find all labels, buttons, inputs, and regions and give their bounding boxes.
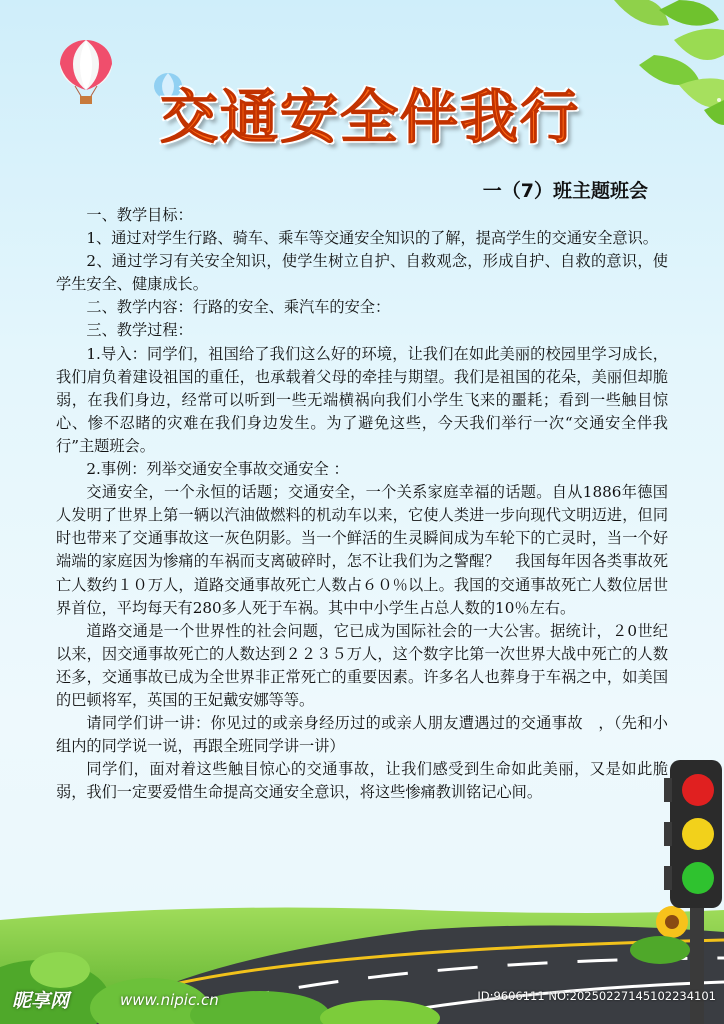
- paragraph: 1、通过对学生行路、骑车、乘车等交通安全知识的了解，提高学生的交通安全意识。: [86, 229, 658, 248]
- paragraph: 二、教学内容：行路的安全、乘汽车的安全：: [86, 298, 391, 317]
- class-meeting-subtitle: 一（7）班主题班会: [482, 180, 648, 202]
- page-title: 交通安全伴我行: [159, 83, 580, 151]
- paragraph: 请同学们讲一讲：你见过的或亲身经历过的或亲人朋友遭遇过的交通事故 ，（先和小组内的同学说一说，再跟全班同学讲一讲）: [56, 714, 668, 756]
- watermark-id: ID:9606111 NO:20250227145102234101: [477, 989, 716, 1003]
- hot-air-balloon-icon: [55, 40, 117, 106]
- lesson-content: [56, 204, 668, 804]
- watermark-logo: 昵享网: [12, 990, 70, 1012]
- paragraph: 1.导入：同学们，祖国给了我们这么好的环境，让我们在如此美丽的校园里学习成长，我们肩负着建设祖国的重任，也承载着父母的牵挂与期望。我们是祖国的花朵，美丽但却脆弱，在我们身边，经常可以听到一些无端横祸向我们小学生飞来的噩耗；看到一些触目惊心、惨不忍睹的灾难在我们身边发生。为了避免这些，今天我们举行一次“交通安全伴我行”主题班会。: [56, 344, 668, 455]
- paragraph: 一、教学目标：: [86, 206, 193, 224]
- watermark-url: www.nipic.cn: [120, 991, 219, 1009]
- paragraph: 交通安全，一个永恒的话题；交通安全，一个关系家庭幸福的话题。自从1886年德国人发明了世界上第一辆以汽油做燃料的机动车以来，它使人类进一步向现代文明迈进，但同时也带来了交通事故这一灰色阴影。当一个鲜活的生灵瞬间成为车轮下的亡灵时，当一个好端端的家庭因为惨痛的车祸而支离破碎时，怎不让我们为之警醒？ 我国每年因各类事故死亡人数约１０万人，道路交通事故死亡人数占６０％以上。我国的交通事故死亡人数位居世界首位，平均每天有280多人死于车祸。其中中小学生占总人数的10％左右。: [56, 483, 668, 617]
- paragraph: 同学们，面对着这些触目惊心的交通事故，让我们感受到生命如此美丽，又是如此脆弱，我们一定要爱惜生命提高交通安全意识，将这些惨痛教训铭记心间。: [56, 760, 668, 802]
- paragraph: 2、通过学习有关安全知识，使学生树立自护、自救观念，形成自护、自救的意识，使学生安全、健康成长。: [56, 252, 668, 294]
- paragraph: 三、教学过程：: [86, 321, 193, 340]
- traffic-light-icon: [664, 760, 724, 1024]
- paragraph: 道路交通是一个世界性的社会问题，它已成为国际社会的一大公害。据统计，２0世纪以来，因交通事故死亡的人数达到２２３５万人，这个数字比第一次世界大战中死亡的人数还多，交通事故已成为全世界非正常死亡的重要因素。许多名人也葬身于车祸之中，如美国的巴顿将军，英国的王妃戴安娜等等。: [56, 621, 668, 709]
- paragraph: 2.事例：列举交通安全事故交通安全 ：: [86, 460, 349, 479]
